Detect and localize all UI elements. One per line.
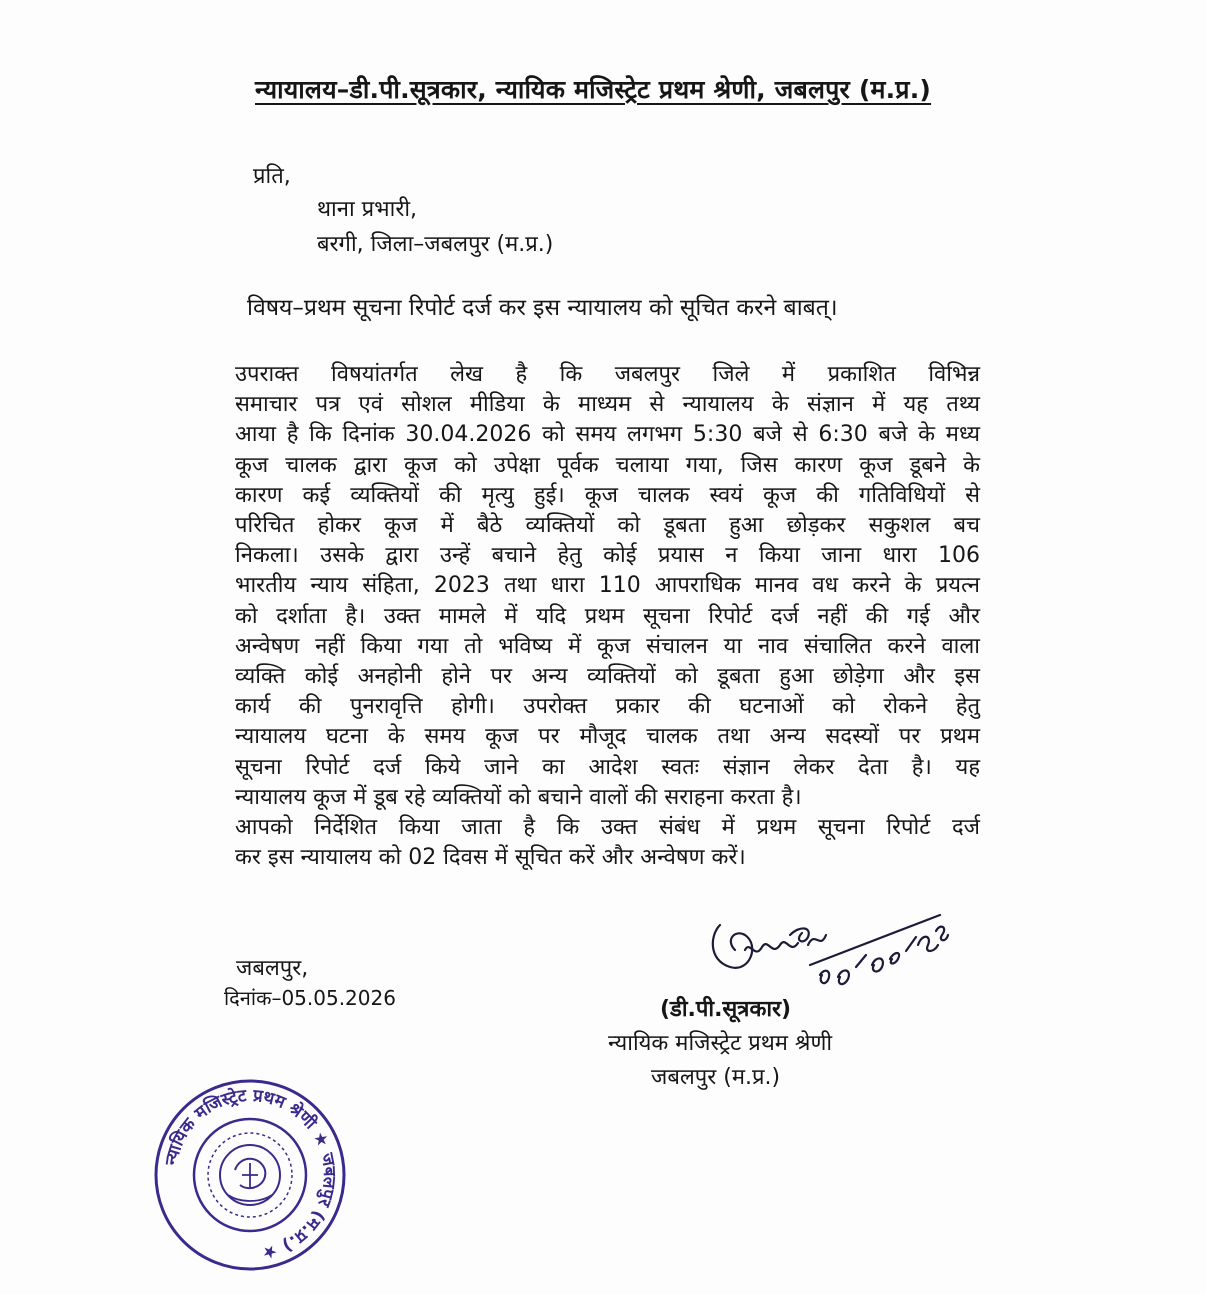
- signatory-name: (डी.पी.सूत्रकार): [660, 997, 792, 1022]
- body-line: भारतीय न्याय संहिता, 2023 तथा धारा 110 आपराधिक मानव वध करने के प्रयत्न: [235, 573, 980, 599]
- date-label: दिनांक–05.05.2026: [224, 986, 396, 1010]
- body-line: सूचना रिपोर्ट दर्ज किये जाने का आदेश स्वतः संज्ञान लेकर देता है। यह: [235, 754, 980, 780]
- body-line: आया है कि दिनांक 30.04.2026 को समय लगभग 5:30 बजे से 6:30 बजे के मध्य: [235, 422, 980, 448]
- court-header-title: न्यायालय–डी.पी.सूत्रकार, न्यायिक मजिस्ट्रेट प्रथम श्रेणी, जबलपुर (म.प्र.): [255, 75, 932, 104]
- body-line: उपराक्त विषयांतर्गत लेख है कि जबलपुर जिले में प्रकाशित विभिन्न: [235, 362, 980, 387]
- recipient-line-2: बरगी, जिला–जबलपुर (म.प्र.): [317, 232, 554, 257]
- body-line: कारण कई व्यक्तियों की मृत्यु हुई। कूज चालक स्वयं कूज की गतिविधियों से: [235, 482, 980, 508]
- letter-body: [235, 360, 980, 873]
- handwritten-signature: [690, 905, 950, 1005]
- subject-line: विषय–प्रथम सूचना रिपोर्ट दर्ज कर इस न्यायालय को सूचित करने बाबत्।: [247, 295, 838, 321]
- place-label: जबलपुर,: [236, 956, 309, 981]
- body-line: कूज चालक द्वारा कूज को उपेक्षा पूर्वक चलाया गया, जिस कारण कूज डूबने के: [235, 452, 980, 478]
- to-label: प्रति,: [253, 164, 291, 189]
- body-line: को दर्शाता है। उक्त मामले में यदि प्रथम सूचना रिपोर्ट दर्ज नहीं की गई और: [235, 603, 980, 629]
- body-line: समाचार पत्र एवं सोशल मीडिया के माध्यम से न्यायालय के संज्ञान में यह तथ्य: [235, 392, 980, 418]
- body-line: व्यक्ति कोई अनहोनी होने पर अन्य व्यक्तियों को डूबता हुआ छोड़ेगा और इस: [235, 664, 980, 690]
- body-line: कर इस न्यायालय को 02 दिवस में सूचित करें और अन्वेषण करें।: [235, 845, 746, 871]
- signatory-city: जबलपुर (म.प्र.): [651, 1065, 781, 1090]
- recipient-line-1: थाना प्रभारी,: [317, 197, 418, 222]
- body-line: परिचित होकर कूज में बैठे व्यक्तियों को डूबता हुआ छोड़कर सकुशल बच: [235, 513, 980, 539]
- svg-text:न्यायिक मजिस्ट्रेट प्रथम श्रेण: न्यायिक मजिस्ट्रेट प्रथम श्रेणी ★ जबलपुर (म.प्र.) ★: [161, 1085, 340, 1264]
- body-line: आपको निर्देशित किया जाता है कि उक्त संबंध में प्रथम सूचना रिपोर्ट दर्ज: [235, 815, 980, 841]
- body-line: न्यायालय कूज में डूब रहे व्यक्तियों को बचाने वालों की सराहना करता है।: [235, 784, 802, 810]
- body-line: न्यायालय घटना के समय कूज पर मौजूद चालक तथा अन्य सदस्यों पर प्रथम: [235, 724, 980, 750]
- body-line: अन्वेषण नहीं किया गया तो भविष्य में कूज संचालन या नाव संचालित करने वाला: [235, 633, 980, 659]
- body-line: कार्य की पुनरावृत्ति होगी। उपरोक्त प्रकार की घटनाओं को रोकने हेतु: [235, 694, 980, 720]
- signatory-title: न्यायिक मजिस्ट्रेट प्रथम श्रेणी: [608, 1031, 833, 1056]
- body-line: निकला। उसके द्वारा उन्हें बचाने हेतु कोई प्रयास न किया जाना धारा 106: [235, 543, 980, 569]
- court-seal-stamp: [150, 1075, 350, 1275]
